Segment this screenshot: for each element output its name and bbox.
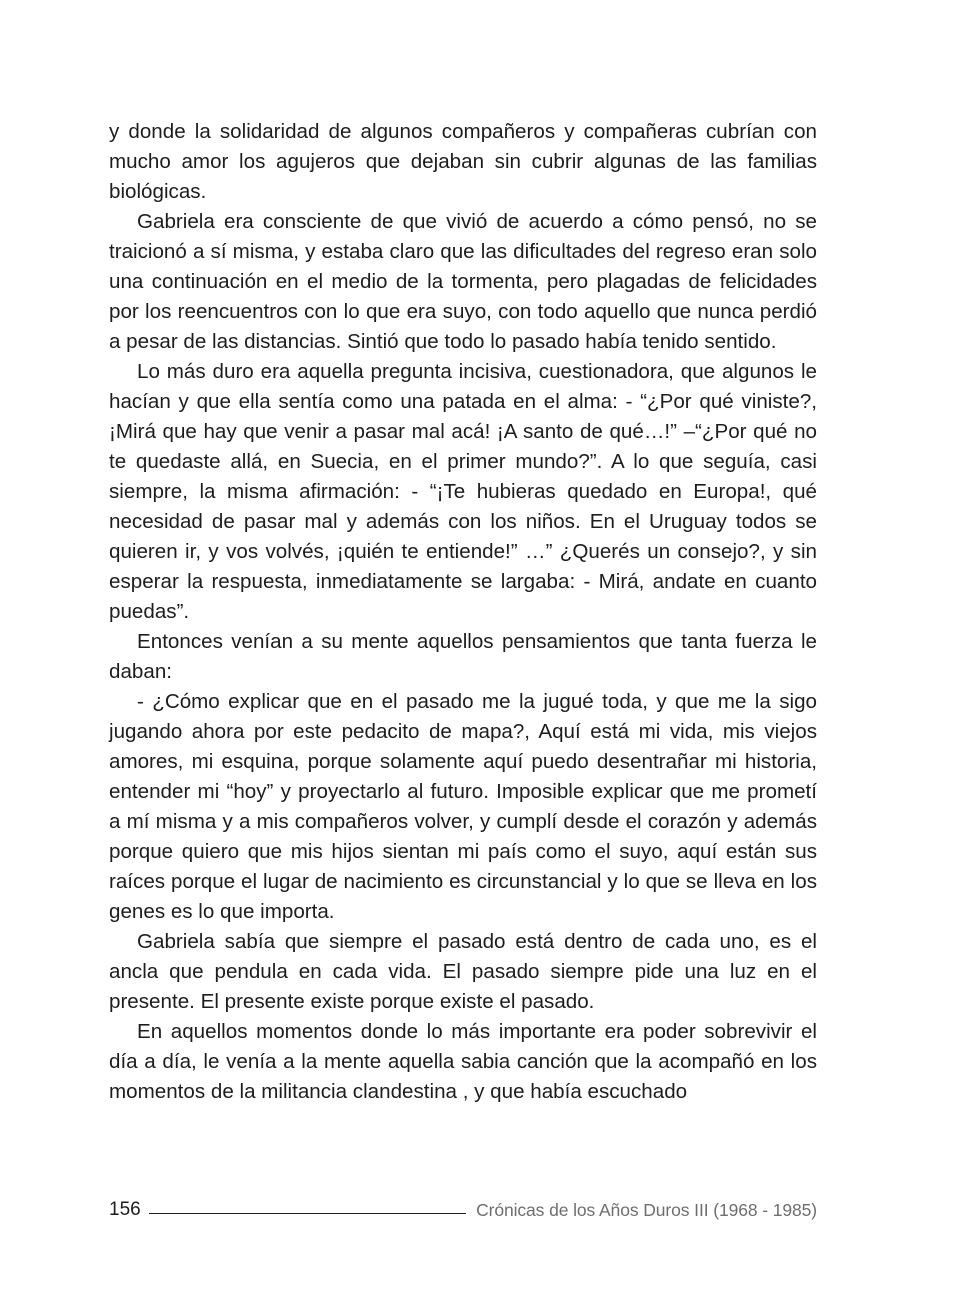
- page-footer: [109, 1196, 817, 1224]
- running-title: Crónicas de los Años Duros III (1968 - 1985): [476, 1199, 817, 1220]
- paragraph-continuation: y donde la solidaridad de algunos compañeros y compañeras cubrían con mucho amor los agujeros que dejaban sin cubrir algunas de las familias biológicas.: [109, 120, 817, 203]
- page-number: 156: [109, 1199, 141, 1220]
- paragraph: En aquellos momentos donde lo más importante era poder sobrevivir el día a día, le venía a la mente aquella sabia canción que la acompañó en los momentos de la militancia clandestina , y que había escuchado: [109, 1020, 817, 1103]
- body-text: [109, 117, 817, 1107]
- paragraph: Lo más duro era aquella pregunta incisiva, cuestionadora, que algunos le hacían y que ella sentía como una patada en el alma: - “¿Por qué viniste?, ¡Mirá que hay que venir a pasar mal acá! ¡A santo de qué…!” –“¿Por qué no te quedaste allá, en Suecia, en el primer mundo?”. A lo que seguía, casi siempre, la misma afirmación: - “¡Te hubieras quedado en Europa!, qué necesidad de pasar mal y además con los niños. En el Uruguay todos se quieren ir, y vos volvés, ¡quién te entiende!” …” ¿Querés un consejo?, y sin esperar la respuesta, inmediatamente se largaba: - Mirá, andate en cuanto puedas”.: [109, 360, 817, 623]
- paragraph: Gabriela era consciente de que vivió de acuerdo a cómo pensó, no se traicionó a sí misma, y estaba claro que las dificultades del regreso eran solo una continuación en el medio de la tormenta, pero plagadas de felicidades por los reencuentros con lo que era suyo, con todo aquello que nunca perdió a pesar de las distancias. Sintió que todo lo pasado había tenido sentido.: [109, 210, 817, 353]
- paragraph: Entonces venían a su mente aquellos pensamientos que tanta fuerza le daban:: [109, 630, 817, 683]
- footer-divider: [149, 1213, 466, 1214]
- paragraph: Gabriela sabía que siempre el pasado está dentro de cada uno, es el ancla que pendula en cada vida. El pasado siempre pide una luz en el presente. El presente existe porque existe el pasado.: [109, 930, 817, 1013]
- paragraph-dialogue: - ¿Cómo explicar que en el pasado me la jugué toda, y que me la sigo jugando ahora por este pedacito de mapa?, Aquí está mi vida, mis viejos amores, mi esquina, porque solamente aquí puedo desentrañar mi historia, entender mi “hoy” y proyectarlo al futuro. Imposible explicar que me prometí a mí misma y a mis compañeros volver, y cumplí desde el corazón y además porque quiero que mis hijos sientan mi país como el suyo, aquí están sus raíces porque el lugar de nacimiento es circunstancial y lo que se lleva en los genes es lo que importa.: [109, 690, 817, 923]
